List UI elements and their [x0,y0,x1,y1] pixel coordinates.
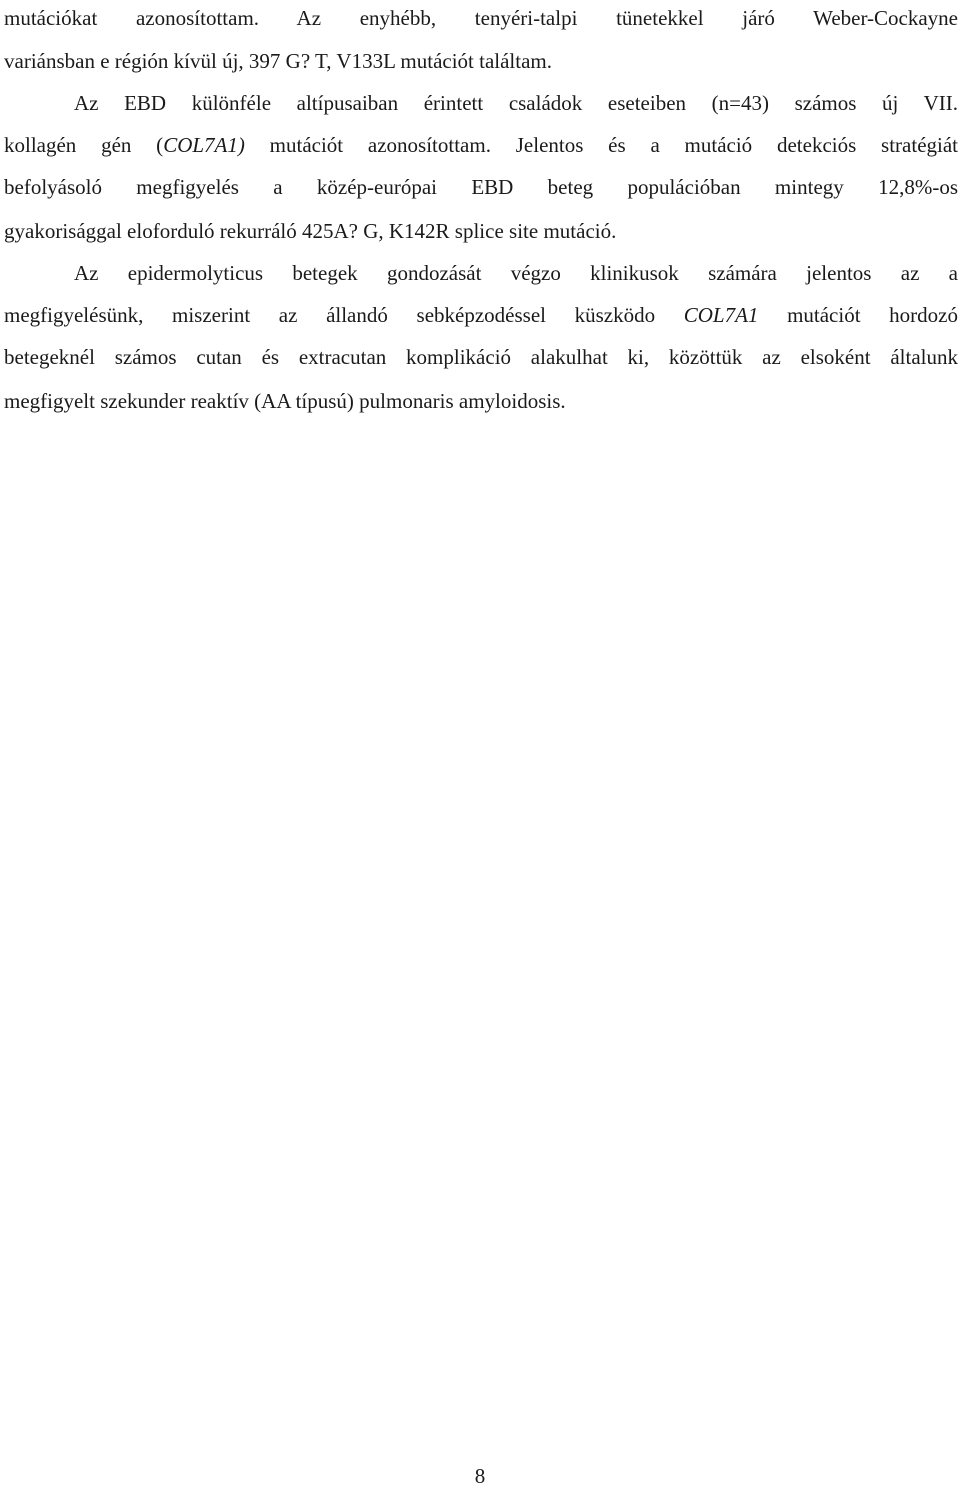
text-segment: megfigyelt szekunder reaktív (AA típusú) pulmonaris amyloidosis. [4,389,566,413]
text-line [4,46,958,76]
text-segment: betegeknél számos cutan és extracutan komplikáció alakulhat ki, közöttük az elsoként általunk [4,345,958,369]
gene-name-italic: COL7A1) [163,133,245,157]
text-segment: Az epidermolyticus betegek gondozását végzo klinikusok számára jelentos az a [74,261,958,285]
text-line [4,130,958,160]
text-segment: mutációt azonosítottam. Jelentos és a mutáció detekciós stratégiát [244,133,959,157]
text-segment: mutációt hordozó [758,303,959,327]
text-segment: variánsban e régión kívül új, 397 G? T, V133L mutációt találtam. [4,49,553,73]
page-number: 8 [474,1464,486,1488]
paragraph-first-line [4,258,958,288]
text-segment: kollagén gén ( [4,133,164,157]
text-line [4,386,958,416]
text-segment: mutációkat azonosítottam. Az enyhébb, tenyéri-talpi tünetekkel járó Weber-Cockayne [4,6,958,30]
gene-name-italic: COL7A1 [683,303,759,327]
text-segment: befolyásoló megfigyelés a közép-európai EBD beteg populációban mintegy 12,8%-os [4,175,958,199]
paragraph-first-line [4,88,958,118]
text-segment: Az EBD különféle altípusaiban érintett családok eseteiben (n=43) számos új VII. [74,91,958,115]
text-segment: megfigyelésünk, miszerint az állandó sebképzodéssel küszködo [4,303,684,327]
text-line [4,216,958,246]
text-line [4,300,958,330]
text-segment: gyakorisággal eloforduló rekurráló 425A? G, K142R splice site mutáció. [4,219,617,243]
text-line [4,342,958,372]
text-line [4,172,958,202]
text-line [4,3,958,33]
